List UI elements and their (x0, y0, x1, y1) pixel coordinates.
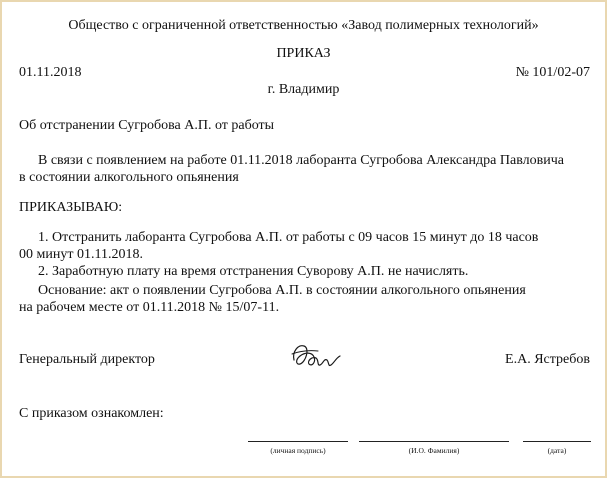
city: г. Владимир (267, 82, 340, 97)
signature-caption: (личная подпись) (270, 446, 326, 455)
name-line (359, 441, 509, 442)
handwritten-signature-icon (288, 338, 344, 374)
acknowledgement-label: С приказом ознакомлен: (19, 406, 164, 421)
preamble-line-2: в состоянии алкогольного опьянения (19, 170, 239, 185)
document-subject: Об отстранении Сугробова А.П. от работы (19, 118, 275, 133)
order-item-line: 1. Отстранить лаборанта Сугробова А.П. от работы с 09 часов 15 минут до 18 часов (38, 230, 539, 245)
date-caption: (дата) (547, 446, 567, 455)
basis-line: Основание: акт о появлении Сугробова А.П. в состоянии алкогольного опьянения (38, 283, 526, 298)
document-number: № 101/02-07 (515, 65, 590, 80)
signatory-name: Е.А. Ястребов (505, 352, 590, 367)
order-item-line: 2. Заработную плату на время отстранения Суворову А.П. не начислять. (38, 264, 469, 279)
name-caption: (И.О. Фамилия) (408, 446, 460, 455)
preamble-line-1: В связи с появлением на работе 01.11.2018 лаборанта Сугробова Александра Павловича (38, 153, 564, 168)
document-date: 01.11.2018 (19, 65, 82, 80)
signature-line (248, 441, 348, 442)
order-word: ПРИКАЗЫВАЮ: (19, 200, 123, 215)
order-item-line: 00 минут 01.11.2018. (19, 247, 143, 262)
organization-name: Общество с ограниченной ответственностью «Завод полимерных технологий» (68, 18, 539, 33)
document-type: ПРИКАЗ (276, 46, 331, 61)
basis-line: на рабочем месте от 01.11.2018 № 15/07-11. (19, 300, 280, 315)
signatory-position: Генеральный директор (19, 352, 155, 367)
date-line (523, 441, 591, 442)
